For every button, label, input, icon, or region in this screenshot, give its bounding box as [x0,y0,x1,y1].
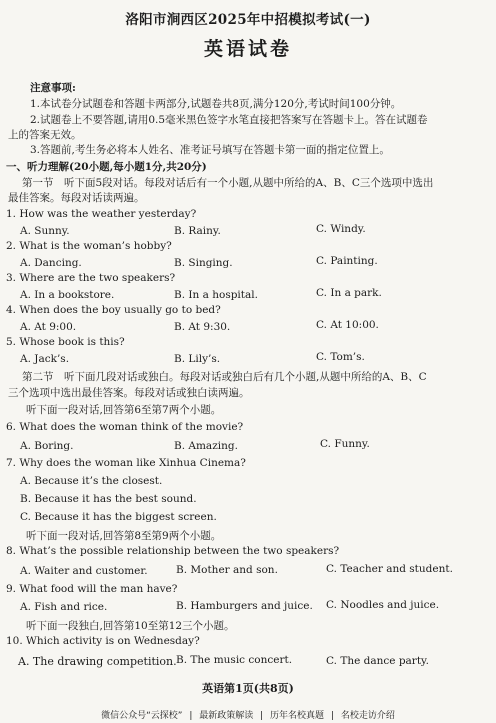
q8-option-a: A. Waiter and customer. [20,565,148,577]
q2-option-c: C. Painting. [316,255,378,267]
q8-option-c: C. Teacher and student. [326,563,453,575]
q10-option-a: A. The drawing competition. [18,655,177,668]
q3-option-c: C. In a park. [316,287,382,299]
q1-option-a: A. Sunny. [20,225,70,237]
footer-promo-bar [0,708,496,721]
footer-divider: | [330,711,334,721]
listen-instruction-10-12: 听下面一段独白,回答第10至第12三个小题。 [26,620,235,632]
question-2: 2. What is the woman’s hobby? [6,240,172,252]
q9-option-a: A. Fish and rice. [20,601,108,613]
note-item-1: 1.本试卷分试题卷和答题卡两部分,试题卷共8页,满分120分,考试时间100分钟。 [30,98,402,110]
q1-option-b: B. Rainy. [174,225,221,237]
question-3: 3. Where are the two speakers? [6,272,176,284]
page-number: 英语第1页(共8页) [202,682,294,695]
question-5: 5. Whose book is this? [6,336,125,348]
part2-instructions: 第二节 听下面几段对话或独白。每段对话或独白后有几个小题,从题中所给的A、B、C [22,371,427,383]
q4-option-a: A. At 9:00. [20,321,77,333]
q9-option-c: C. Noodles and juice. [326,599,440,611]
footer-divider: | [260,711,264,721]
q7-option-b: B. Because it has the best sound. [20,493,197,505]
footer-promo-2: 最新政策解读 [199,711,254,721]
q5-option-c: C. Tom’s. [316,351,365,363]
q3-option-b: B. In a hospital. [174,289,258,301]
q5-option-b: B. Lily’s. [174,353,221,365]
question-10: 10. Which activity is on Wednesday? [6,635,200,647]
note-item-2: 2.试题卷上不要答题,请用0.5毫米黑色签字水笔直接把答案写在答题卡上。答在试题卷 [30,114,428,126]
notes-heading: 注意事项: [30,82,76,94]
section-listening-heading: 一、听力理解(20小题,每小题1分,共20分) [6,161,207,173]
exam-title: 洛阳市涧西区2025年中招模拟考试(一) [125,12,371,28]
listen-instruction-6-7: 听下面一段对话,回答第6至第7两个小题。 [26,404,222,416]
q10-option-c: C. The dance party. [326,655,429,667]
q3-option-a: A. In a bookstore. [20,289,115,301]
question-8: 8. What’s the possible relationship between the two speakers? [6,545,340,557]
question-9: 9. What food will the man have? [6,583,178,595]
q7-option-c: C. Because it has the biggest screen. [20,511,217,523]
part1-instructions-cont: 最佳答案。每段对话读两遍。 [8,192,145,204]
q6-option-c: C. Funny. [320,438,370,450]
q2-option-a: A. Dancing. [20,257,82,269]
part2-instructions-cont: 三个选项中选出最佳答案。每段对话或独白读两遍。 [8,387,250,399]
q7-option-a: A. Because it’s the closest. [20,475,163,487]
question-1: 1. How was the weather yesterday? [6,208,197,220]
q4-option-c: C. At 10:00. [316,319,379,331]
q4-option-b: B. At 9:30. [174,321,231,333]
footer-divider: | [189,711,193,721]
footer-promo-3: 历年名校真题 [270,711,325,721]
q5-option-a: A. Jack’s. [20,353,70,365]
listen-instruction-8-9: 听下面一段对话,回答第8至第9两个小题。 [26,530,222,542]
part1-instructions: 第一节 听下面5段对话。每段对话后有一个小题,从题中所给的A、B、C三个选项中选出 [22,177,434,189]
question-4: 4. When does the boy usually go to bed? [6,304,221,316]
q1-option-c: C. Windy. [316,223,366,235]
question-6: 6. What does the woman think of the movie? [6,421,244,433]
exam-subject-title: 英语试卷 [203,38,292,60]
q8-option-b: B. Mother and son. [176,564,278,576]
q2-option-b: B. Singing. [174,257,233,269]
note-item-3: 3.答题前,考生务必将本人姓名、准考证号填写在答题卡第一面的指定位置上。 [30,144,390,156]
q6-option-a: A. Boring. [20,440,74,452]
note-item-2-cont: 上的答案无效。 [8,129,82,141]
footer-promo-1: 微信公众号“云探校” [101,711,183,721]
q6-option-b: B. Amazing. [174,440,238,452]
footer-promo-4: 名校走访介绍 [340,711,395,721]
q9-option-b: B. Hamburgers and juice. [176,600,313,612]
q10-option-b: B. The music concert. [176,654,293,666]
question-7: 7. Why does the woman like Xinhua Cinema? [6,457,246,469]
